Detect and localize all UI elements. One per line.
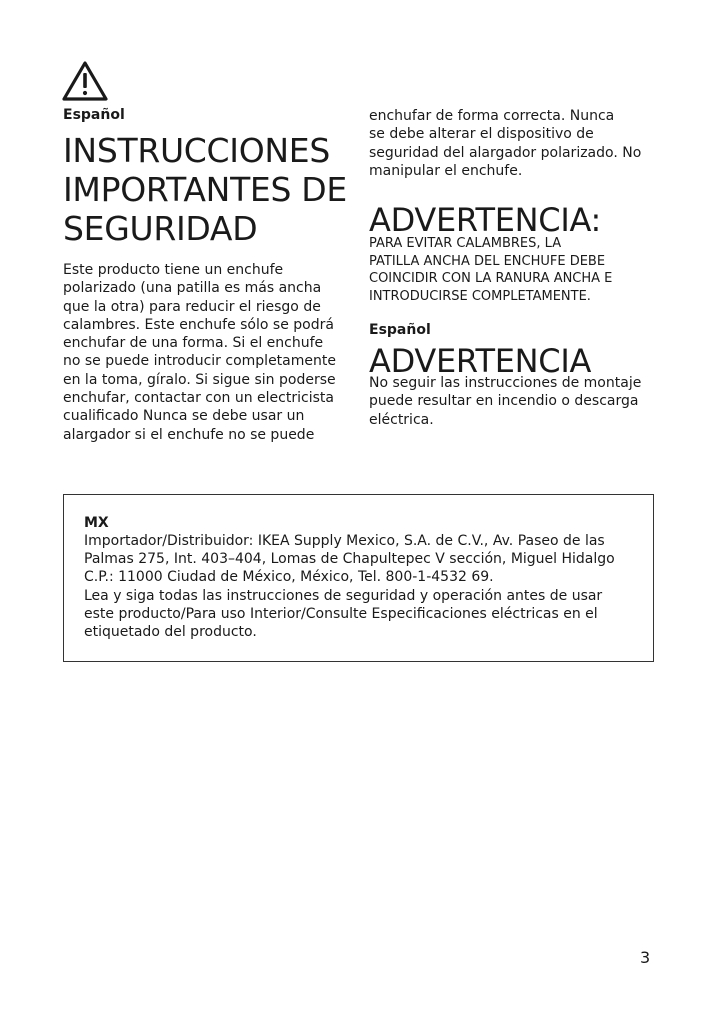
text-line: polarizado (una patilla es más ancha [63, 280, 322, 297]
text-line: Palmas 275, Int. 403–404, Lomas de Chapultepec V sección, Miguel Hidalgo [84, 551, 615, 568]
page-number: 3 [640, 948, 651, 967]
text-line: seguridad del alargador polarizado. No [369, 144, 642, 161]
title-line: IMPORTANTES DE [63, 170, 347, 209]
text-line: C.P.: 11000 Ciudad de México, México, Tel. 800-1-4532 69. [84, 569, 494, 586]
warning-heading: ADVERTENCIA [369, 342, 592, 381]
text-line: puede resultar en incendio o descarga [369, 393, 639, 410]
language-label: Español [369, 322, 431, 339]
warning-triangle-icon [62, 61, 108, 101]
text-line: enchufar de una forma. Si el enchufe [63, 335, 324, 352]
text-line: No seguir las instrucciones de montaje [369, 375, 642, 392]
polarized-plug-paragraph [63, 261, 348, 444]
text-line: que la otra) para reducir el riesgo de [63, 298, 321, 315]
text-line: cualificado Nunca se debe usar un [63, 408, 305, 425]
warning-heading: ADVERTENCIA: [369, 201, 601, 240]
left-column [63, 107, 348, 444]
text-line: Este producto tiene un enchufe [63, 262, 284, 278]
text-line: enchufar, contactar con un electricista [63, 390, 334, 407]
text-line: no se puede introducir completamente [63, 353, 336, 370]
text-line: eléctrica. [369, 411, 434, 428]
continued-paragraph [369, 107, 664, 180]
text-line: etiquetado del producto. [84, 624, 257, 641]
text-line: en la toma, gíralo. Si sigue sin poderse [63, 371, 336, 388]
text-line: PARA EVITAR CALAMBRES, LA [369, 236, 562, 252]
title-line: SEGURIDAD [63, 209, 258, 248]
mx-box-title: MX [84, 515, 109, 531]
language-label: Español [63, 107, 125, 123]
text-line: COINCIDIR CON LA RANURA ANCHA E [369, 271, 613, 287]
right-column [369, 107, 664, 429]
mx-importer-text [84, 532, 633, 641]
text-line: este producto/Para uso Interior/Consulte Especificaciones eléctricas en el [84, 605, 598, 622]
text-line: INTRODUCIRSE COMPLETAMENTE. [369, 288, 591, 304]
assembly-warning-paragraph [369, 374, 664, 429]
text-line: Importador/Distribuidor: IKEA Supply Mexico, S.A. de C.V., Av. Paseo de las [84, 533, 605, 549]
warning-caps-paragraph [369, 235, 664, 305]
title-line: INSTRUCCIONES [63, 131, 330, 170]
text-line: se debe alterar el dispositivo de [369, 126, 594, 143]
safety-instructions-title [63, 131, 348, 248]
mx-importer-box [63, 494, 654, 662]
text-line: manipular el enchufe. [369, 162, 523, 179]
text-line: enchufar de forma correcta. Nunca [369, 108, 615, 124]
text-line: alargador si el enchufe no se puede [63, 426, 315, 443]
text-line: calambres. Este enchufe sólo se podrá [63, 316, 334, 333]
text-line: PATILLA ANCHA DEL ENCHUFE DEBE [369, 253, 606, 269]
text-line: Lea y siga todas las instrucciones de seguridad y operación antes de usar [84, 587, 603, 604]
